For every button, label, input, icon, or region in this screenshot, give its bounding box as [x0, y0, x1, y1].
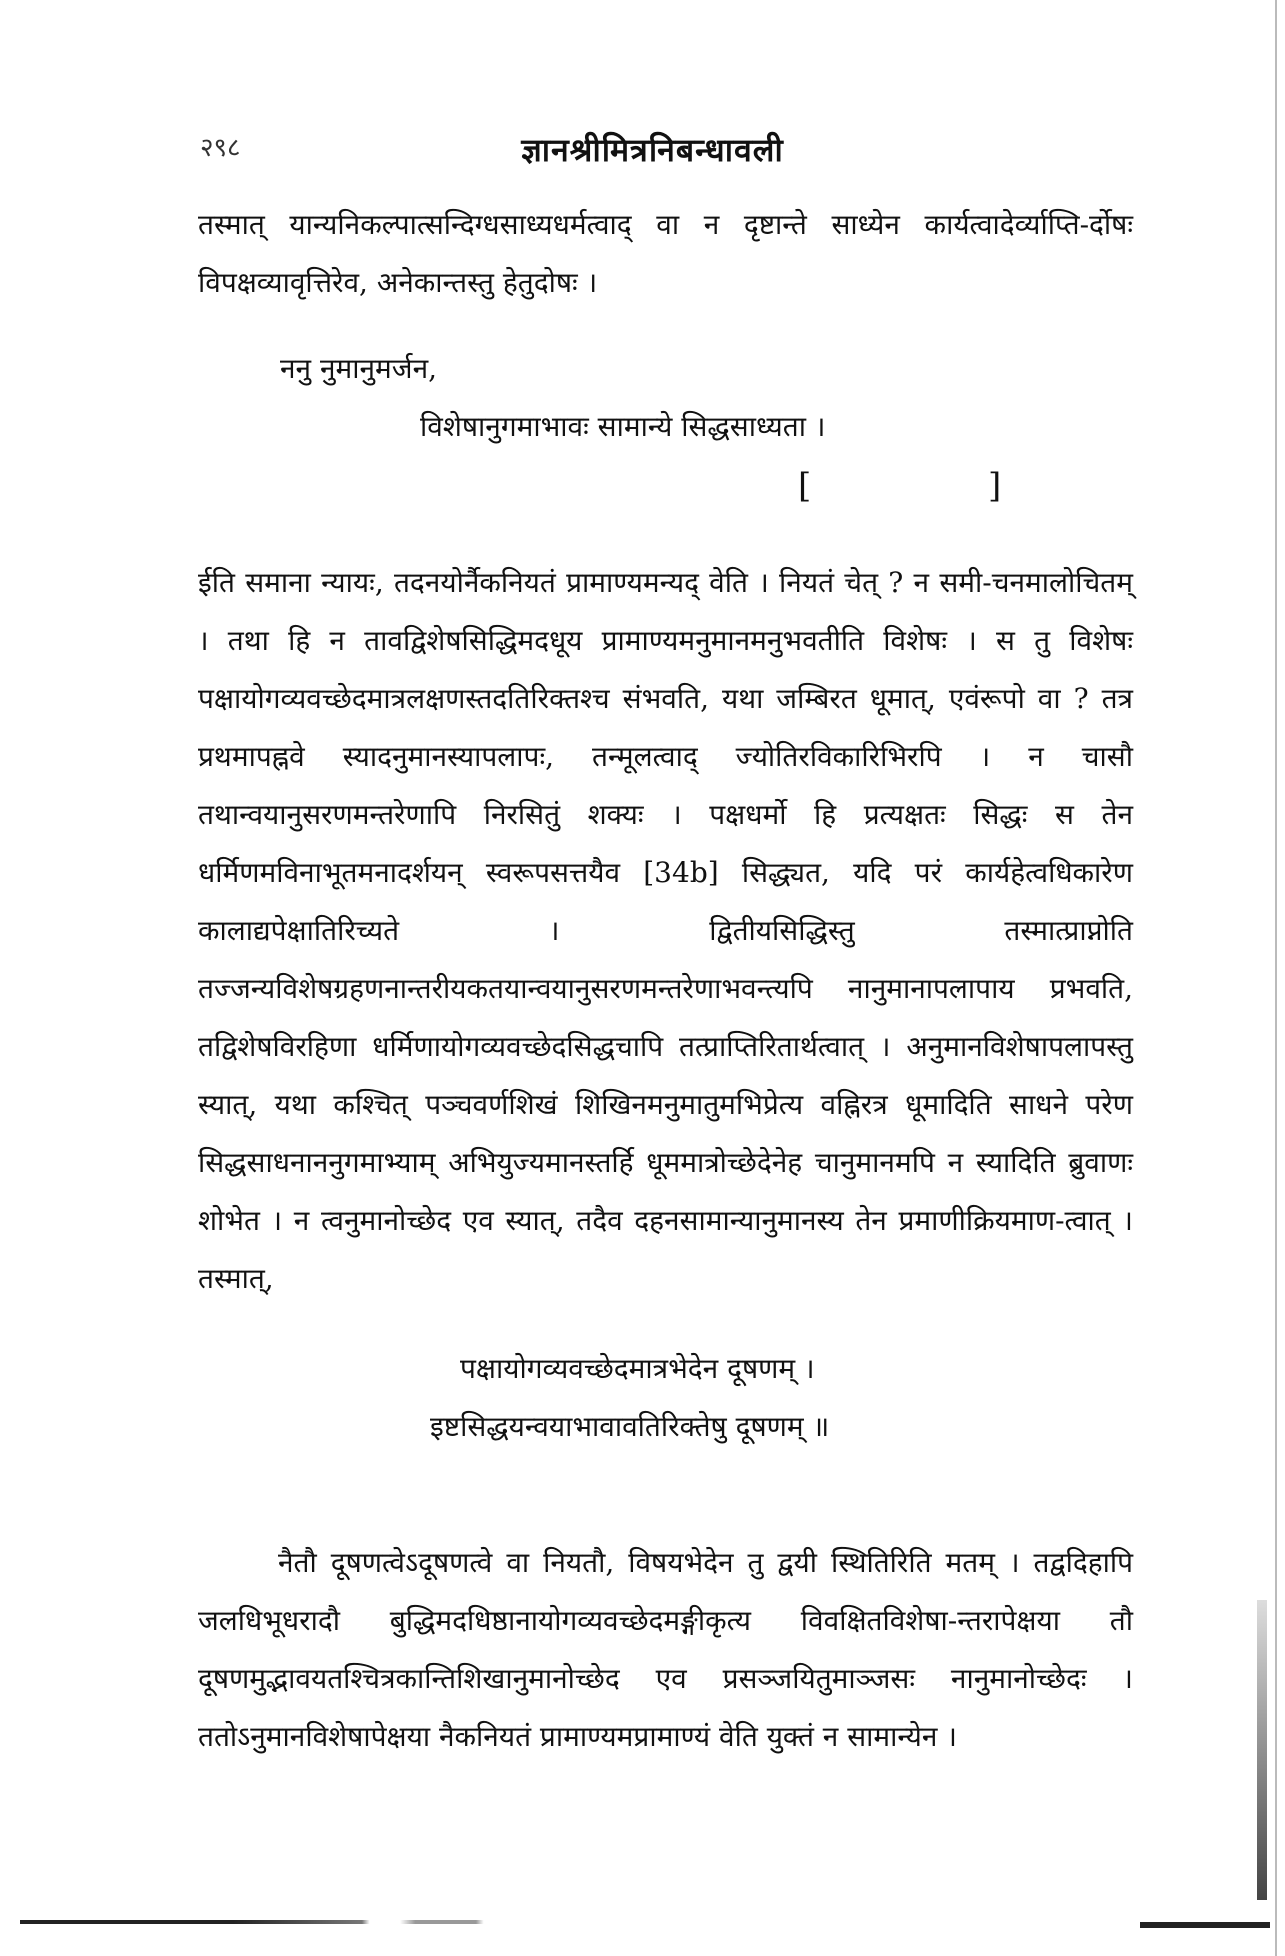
page-number: २९८	[200, 133, 241, 163]
scan-bottom-mark	[1140, 1922, 1270, 1928]
verse-one-line: विशेषानुगमाभावः सामान्ये सिद्धसाध्यता ।	[420, 410, 826, 443]
scan-edge-line	[1275, 0, 1277, 1956]
scan-edge-shadow	[1257, 1600, 1267, 1900]
opening-paragraph: तस्मात् यान्यनिकल्पात्सन्दिग्धसाध्यधर्मत्वाद् वा न दृष्टान्ते साध्येन कार्यत्वादेर्व्याप्ति-र्दोषः विपक्षव्यावृत्तिरेव, अनेकान्तस्तु हेतुदोषः ।	[198, 208, 1133, 299]
objection-line: ननु नुमानुमर्जन,	[280, 352, 438, 385]
verse-two-line-1: पक्षायोगव्यवच्छेदमात्रभेदेन दूषणम् ।	[460, 1352, 815, 1385]
final-paragraph: नैतौ दूषणत्वेऽदूषणत्वे वा नियतौ, विषयभेदेन तु द्वयी स्थितिरिति मतम् । तद्वदिहापि जलधिभूधरादौ बुद्धिमदधिष्ठानायोगव्यवच्छेदमङ्गीकृत्य विवक्षितविशेषा-न्तरापेक्षया तौ दूषणमुद्भावयतश्चित्रकान्तिशिखानुमानोच्छेद एव प्रसञ्जयितुमाञ्जसः नानुमानोच्छेदः । ततोऽनुमानविशेषापेक्षया नैकनियतं प्रामाण्यमप्रामाण्यं वेति युक्तं न सामान्येन ।	[198, 1546, 1133, 1753]
scan-bottom-rule	[20, 1920, 780, 1924]
running-title: ज्ञानश्रीमित्रनिबन्धावली	[521, 131, 784, 169]
bracket-open: [	[798, 466, 812, 506]
main-paragraph: ईति समाना न्यायः, तदनयोर्नैकनियतं प्रामाण्यमन्यद् वेति । नियतं चेत् ? न समी-चनमालोचितम् । तथा हि न तावद्विशेषसिद्धिमदधूय प्रामाण्यमनुमानमनुभवतीति विशेषः । स तु विशेषः पक्षायोगव्यवच्छेदमात्रलक्षणस्तदतिरिक्तश्च संभवति, यथा जम्बिरत धूमात्, एवंरूपो वा ? तत्र प्रथमापह्नवे स्यादनुमानस्यापलापः, तन्मूलत्वाद् ज्योतिरविकारिभिरपि । न चासौ तथान्वयानुसरणमन्तरेणापि निरसितुं शक्यः । पक्षधर्मो हि प्रत्यक्षतः सिद्धः स तेन धर्मिणमविनाभूतमनादर्शयन् स्वरूपसत्तयैव [34b] सिद्ध्यत, यदि परं कार्यहेत्वधिकारेण कालाद्यपेक्षातिरिच्यते । द्वितीयसिद्धिस्तु तस्मात्प्राप्नोति तज्जन्यविशेषग्रहणनान्तरीयकतयान्वयानुसरणमन्तरेणाभवन्त्यपि नानुमानापलापाय प्रभवति, तद्विशेषविरहिणा धर्मिणायोगव्यवच्छेदसिद्धचापि तत्प्राप्तिरितार्थत्वात् । अनुमानविशेषापलापस्तु स्यात्, यथा कश्चित् पञ्चवर्णशिखं शिखिनमनुमातुमभिप्रेत्य वह्निरत्र धूमादिति साधने परेण सिद्धसाधनाननुगमाभ्याम् अभियुज्यमानस्तर्हि धूममात्रोच्छेदेनेह चानुमानमपि न स्यादिति ब्रुवाणः शोभेत । न त्वनुमानोच्छेद एव स्यात्, तदैव दहनसामान्यानुमानस्य तेन प्रमाणीक्रियमाण-त्वात् । तस्मात्,	[198, 566, 1133, 1295]
bracket-close: ]	[988, 466, 1002, 506]
verse-two	[0, 1340, 1285, 1456]
verse-two-line-2: इष्टसिद्धयन्वयाभावावतिरिक्तेषु दूषणम् ॥	[430, 1410, 830, 1443]
verse-one	[0, 398, 1285, 456]
page-header	[200, 128, 1105, 172]
